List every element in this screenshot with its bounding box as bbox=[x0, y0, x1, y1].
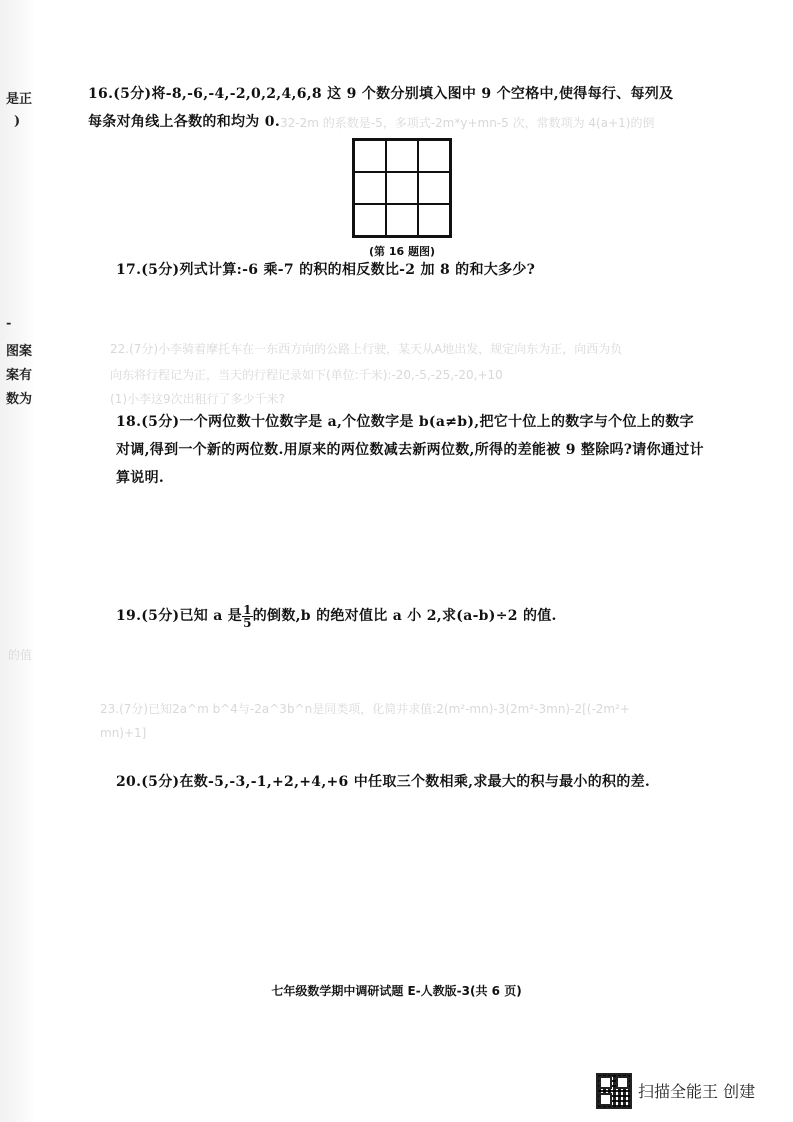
figure-caption: (第 16 题图) bbox=[368, 245, 436, 258]
bleed-through-text: (1)小李这9次出租行了多少千米? bbox=[110, 392, 286, 406]
question-16-line: 16.(5分)将-8,-6,-4,-2,0,2,4,6,8 这 9 个数分别填入图中 9 个空格中,使得每行、每列及 bbox=[88, 86, 674, 102]
question-18-line: 18.(5分)一个两位数十位数字是 a,个位数字是 b(a≠b),把它十位上的数字与个位上的数字 bbox=[116, 414, 694, 430]
question-17: 17.(5分)列式计算:-6 乘-7 的积的相反数比-2 加 8 的和大多少? bbox=[116, 262, 536, 278]
question-19 bbox=[116, 602, 756, 630]
left-strip-text: 是正 bbox=[6, 92, 33, 107]
bleed-through-text: 23.(7分)已知2a^m b^4与-2a^3b^n是同类项，化简并求值:2(m²-mn)-3(2m²-3mn)-2[(-2m²+ bbox=[100, 702, 630, 716]
grid-cell bbox=[418, 172, 450, 204]
question-18-line: 对调,得到一个新的两位数.用原来的两位数减去新两位数,所得的差能被 9 整除吗?请你通过计 bbox=[116, 442, 704, 458]
fraction-denominator: 5 bbox=[243, 615, 252, 630]
scan-edge bbox=[0, 0, 36, 1122]
grid-cell bbox=[386, 140, 418, 172]
fraction-numerator: 1 bbox=[243, 602, 252, 617]
fraction bbox=[242, 604, 253, 629]
scanner-watermark: 扫描全能王 创建 bbox=[638, 1082, 756, 1101]
grid-cell bbox=[418, 140, 450, 172]
grid-cell bbox=[418, 204, 450, 236]
question-19-text: 的倒数,b 的绝对值比 a 小 2,求(a-b)÷2 的值. bbox=[252, 608, 557, 624]
magic-square-grid bbox=[352, 138, 452, 238]
left-strip-text: 案有 bbox=[6, 368, 33, 383]
grid-cell bbox=[386, 172, 418, 204]
grid-cell bbox=[354, 140, 386, 172]
bleed-through-text: 32-2m 的系数是-5，多项式-2m*y+mn-5 次，常数项为 4(a+1)的倒 bbox=[280, 116, 655, 130]
qr-finder bbox=[599, 1076, 612, 1089]
bleed-through-text: 的值 bbox=[8, 648, 33, 662]
qr-finder bbox=[616, 1076, 629, 1089]
bleed-through-text: mn)+1] bbox=[100, 726, 147, 740]
page-footer: 七年级数学期中调研试题 E-人教版-3(共 6 页) bbox=[271, 984, 522, 998]
grid-cell bbox=[354, 204, 386, 236]
question-18 bbox=[116, 408, 756, 492]
left-strip-text: ) bbox=[14, 114, 21, 129]
grid-cell bbox=[354, 172, 386, 204]
question-18-line: 算说明. bbox=[116, 470, 165, 486]
question-20: 20.(5分)在数-5,-3,-1,+2,+4,+6 中任取三个数相乘,求最大的积与最小的积的差. bbox=[116, 774, 651, 790]
left-strip-text: 图案 bbox=[6, 344, 33, 359]
left-strip-text: 数为 bbox=[6, 392, 33, 407]
left-strip-text: - bbox=[6, 316, 12, 331]
bleed-through-text: 22.(7分)小李骑着摩托车在一东西方向的公路上行驶，某天从A地出发，规定向东为正，向西为负 bbox=[110, 342, 623, 356]
qr-finder bbox=[599, 1093, 612, 1106]
bleed-through-text: 向东将行程记为正，当天的行程记录如下(单位:千米):-20,-5,-25,-20,+10 bbox=[110, 368, 503, 382]
qr-code-icon bbox=[596, 1073, 632, 1109]
question-16-line: 每条对角线上各数的和均为 0. bbox=[88, 114, 280, 130]
question-16 bbox=[88, 80, 728, 136]
grid-cell bbox=[386, 204, 418, 236]
question-19-text: 19.(5分)已知 a 是 bbox=[116, 608, 243, 624]
